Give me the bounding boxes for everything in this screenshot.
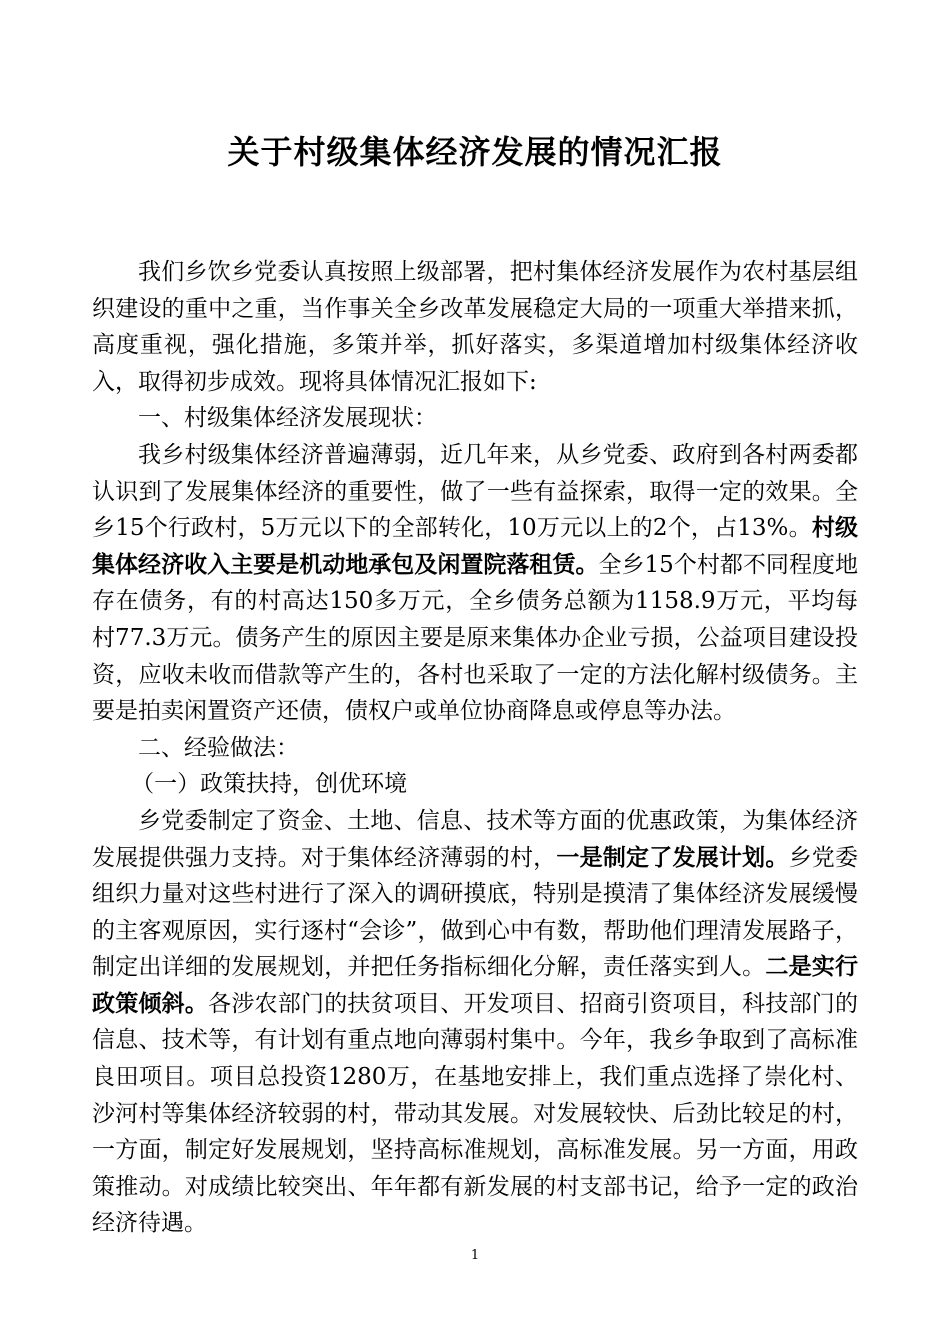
subsection-1-paragraph	[92, 803, 858, 1242]
subsection-1-emphasis-1: 一是制定了发展计划。	[556, 844, 789, 871]
subsection-1-heading: （一）政策扶持，创优环境	[131, 771, 408, 798]
section-1-text-a: 我乡村级集体经济普遍薄弱，近几年来，从乡党委、政府到各村两委都认识到了发展集体经济的重要性，做了一些有益探索，取得一定的效果。全乡15个行政村，5万元以下的全部转化，10万元以上的2个，占13%。	[92, 441, 858, 542]
subsection-1-text-b: 乡党委组织力量对这些村进行了深入的调研摸底，特别是摸清了集体经济发展缓慢的主客观原因，实行逐村“会诊”，做到心中有数，帮助他们理清发展路子，制定出详细的发展规划，并把任务指标细化分解，责任落实到人。	[92, 844, 858, 981]
subsection-1-text-a: 乡党委制定了资金、土地、信息、技术等方面的优惠政策，为集体经济发展提供强力支持。对于集体经济薄弱的村，	[92, 807, 858, 871]
page-number: 1	[470, 1248, 480, 1263]
section-1-heading: 一、村级集体经济发展现状：	[138, 405, 437, 432]
subsection-1-text-c: 各涉农部门的扶贫项目、开发项目、招商引资项目，科技部门的信息、技术等，有计划有重点地向薄弱村集中。今年，我乡争取到了高标准良田项目。项目总投资1280万，在基地安排上，我们重点选择了崇化村、沙河村等集体经济较弱的村，带动其发展。对发展较快、后劲比较足的村，一方面，制定好发展规划，坚持高标准规划，高标准发展。另一方面，用政策推动。对成绩比较突出、年年都有新发展的村支部书记，给予一定的政治经济待遇。	[92, 990, 858, 1237]
document-title: 关于村级集体经济发展的情况汇报	[227, 133, 723, 171]
intro-paragraph: 我们乡饮乡党委认真按照上级部署，把村集体经济发展作为农村基层组织建设的重中之重，当作事关全乡改革发展稳定大局的一项重大举措来抓，高度重视，强化措施，多策并举，抓好落实，多渠道增加村级集体经济收入，取得初步成效。现将具体情况汇报如下:	[92, 259, 858, 395]
section-2-heading: 二、经验做法：	[138, 734, 299, 761]
subsection-1-emphasis-2: 二是实行政策倾斜。	[92, 954, 858, 1017]
section-1-text-b: 全乡15个村都不同程度地存在债务，有的村高达150多万元，全乡债务总额为1158.9万元，平均每村77.3万元。债务产生的原因主要是原来集体办企业亏损，公益项目建设投资，应收未收而借款等产生的，各村也采取了一定的方法化解村级债务。主要是拍卖闲置资产还债，债权户或单位协商降息或停息等办法。	[92, 551, 858, 725]
section-1-emphasis: 村级集体经济收入主要是机动地承包及闲置院落租赁。	[92, 515, 859, 578]
document-body	[92, 254, 858, 1242]
section-1-paragraph	[92, 437, 858, 730]
